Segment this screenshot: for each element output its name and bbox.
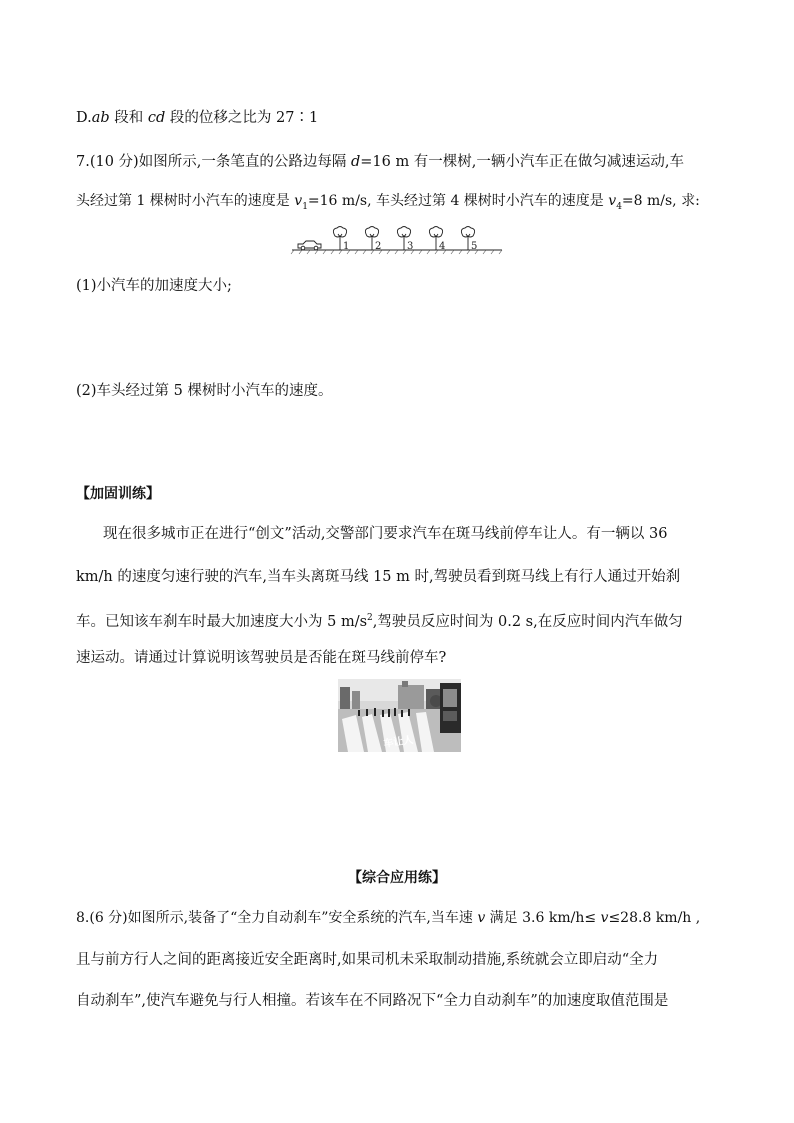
q7-stem-line2: 头经过第 1 棵树时小汽车的速度是 $v_1=16$ m/s, 车头经过第 4 棵树时小汽车的速度是 $v_4=8$ m/s, 求: [76,193,700,212]
car-icon [298,241,321,250]
reinforce-line-3: 车。已知该车刹车时最大加速度大小为 5 $m/s^2$,驾驶员反应时间为 0.2 s,在反应时间内汽车做匀 [76,613,683,630]
reinforce-heading: 【加固训练】 [76,486,160,502]
q7-subquestion-2: (2)车头经过第 5 棵树时小汽车的速度。 [76,383,333,399]
comprehensive-heading: 【综合应用练】 [348,870,446,886]
tree-label-2: 2 [375,241,382,252]
q8-line-2: 且与前方行人之间的距离接近安全距离时,如果司机未采取制动措施,系统就会立即启动“全力 [76,952,659,968]
crosswalk-photo [338,679,461,752]
q8-line-3: 自动刹车”,使汽车避免与行人相撞。若该车在不同路况下“全力自动刹车”的加速度取值范围是 [76,993,669,1009]
road-sign-text: 车让人 [382,734,415,750]
q8-line-1: 8.(6 分)如图所示,装备了“全力自动刹车”安全系统的汽车,当车速 v 满足 3.6 km/h≤ v≤28.8 km/h , [76,910,701,926]
q6-option-d: D.ab 段和 cd 段的位移之比为 27∶1 [76,110,319,126]
tree-label-5: 5 [471,241,478,252]
reinforce-line-4: 速运动。请通过计算说明该驾驶员是否能在斑马线前停车? [76,650,447,666]
q7-subquestion-1: (1)小汽车的加速度大小; [76,278,232,294]
tree-label-3: 3 [407,241,414,252]
reinforce-line-2: km/h 的速度匀速行驶的汽车,当车头离斑马线 15 m 时,驾驶员看到斑马线上有行人通过开始刹 [76,569,681,585]
tree-label-1: 1 [343,241,350,252]
q7-stem-line1: 7.(10 分)如图所示,一条笔直的公路边每隔 d=16 m 有一棵树,一辆小汽车正在做匀减速运动,车 [76,154,685,170]
road-trees-figure [290,226,504,256]
tree-label-4: 4 [439,241,446,252]
reinforce-line-1: 现在很多城市正在进行“创文”活动,交警部门要求汽车在斑马线前停车让人。有一辆以 36 [103,526,668,542]
